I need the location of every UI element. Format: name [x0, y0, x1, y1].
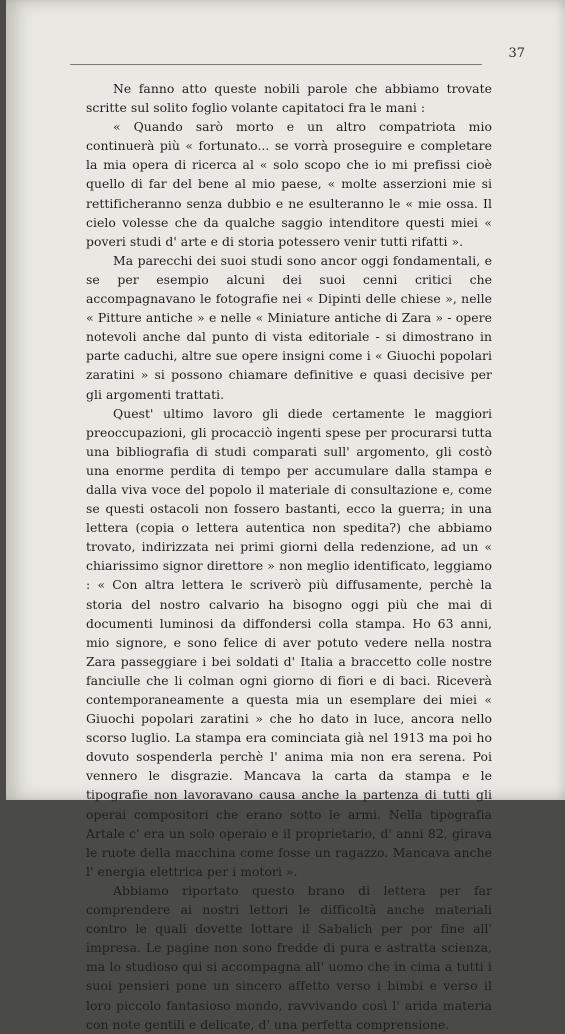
paragraph-studies: Ma parecchi dei suoi studi sono ancor oggi fondamentali, e se per esempio alcuni dei suoi cenni critici che accompagnavano le fotografie nei « Dipinti delle chiese », nelle « Pitture antiche » e nelle « Miniature antiche di Zara » - opere notevoli anche dal punto di vista editoriale - si dimostrano in parte caduchi, altre sue opere insigni come i « Giuochi popolari zaratini » si possono chiamare definitive e quasi decisive per gli argomenti trattati. [86, 252, 492, 402]
header-rule [70, 64, 482, 65]
paragraph-intro: Ne fanno atto queste nobili parole che abbiamo trovate scritte sul solito foglio volante capitatoci fra le mani : [86, 81, 492, 116]
page-number: 37 [508, 46, 525, 61]
paragraph-conclusion: Abbiamo riportato questo brano di lettera per far comprendere ai nostri lettori le difficoltà anche materiali contro le quali dovette lottare il Sabalich per por fine all' impresa. Le pagine non sono fredde di pura e astratta scienza, ma lo studioso qui si accompagna all' uomo che in cima a tutti i suoi pensieri pone un sincero affetto verso i bimbi e verso il loro piccolo fantasioso mondo, ravvivando così l' arida materia con note gentili e delicate, d' una perfetta comprensione. [86, 882, 492, 1032]
body-text [86, 79, 492, 1034]
paragraph-letter: Quest' ultimo lavoro gli diede certamente le maggiori preoccupazioni, gli procacciò ingenti spese per procurarsi tutta una bibliografia di studi comparati sull' argomento, gli costò una enorme perdita di tempo per accumulare dalla stampa e dalla viva voce del popolo il materiale di consultazione e, come se questi ostacoli non fossero bastanti, ecco la guerra; in una lettera (copia o lettera autentica non spedita?) che abbiamo trovato, indirizzata nei primi giorni della redenzione, ad un « chiarissimo signor direttore » non meglio identificato, leggiamo : « Con altra lettera le scriverò più diffusamente, perchè la storia del nostro calvario ha bisogno oggi più che mai di documenti luminosi da diffondersi colla stampa. Ho 63 anni, mio signore, e sono felice di aver potuto vedere nella nostra Zara passeggiare i bei soldati d' Italia a braccetto colle nostre fanciulle che li colman ogni giorno di fiori e di baci. Riceverà contemporaneamente a questa mia un esemplare dei miei « Giuochi popolari zaratini » che ho dato in luce, ancora nello scorso luglio. La stampa era cominciata già nel 1913 ma poi ho dovuto sospenderla perchè l' anima mia non era serena. Poi vennero le disgrazie. Mancava la carta da stampa e le tipografie non lavoravano causa anche la partenza di tutti gli operai compositori che erano sotto le armi. Nella tipografia Artale c' era un solo operaio e il proprietario, d' anni 82, girava le ruote della macchina come fosse un ragazzo. Mancava anche l' energia elettrica per i motori ». [86, 405, 492, 879]
paragraph-quotation: « Quando sarò morto e un altro compatriota mio continuerà più « fortunato... se vorrà proseguire e completare la mia opera di ricerca al « solo scopo che io mi prefissi cioè quello di far del bene al mio paese, « molte asserzioni mie si rettificheranno senza dubbio e ne esulteranno le « mie ossa. Il cielo volesse che da qualche saggio intenditore questi miei « poveri studi d' arte e di storia potessero venir tutti rifatti ». [86, 119, 492, 249]
book-page [6, 0, 565, 1032]
